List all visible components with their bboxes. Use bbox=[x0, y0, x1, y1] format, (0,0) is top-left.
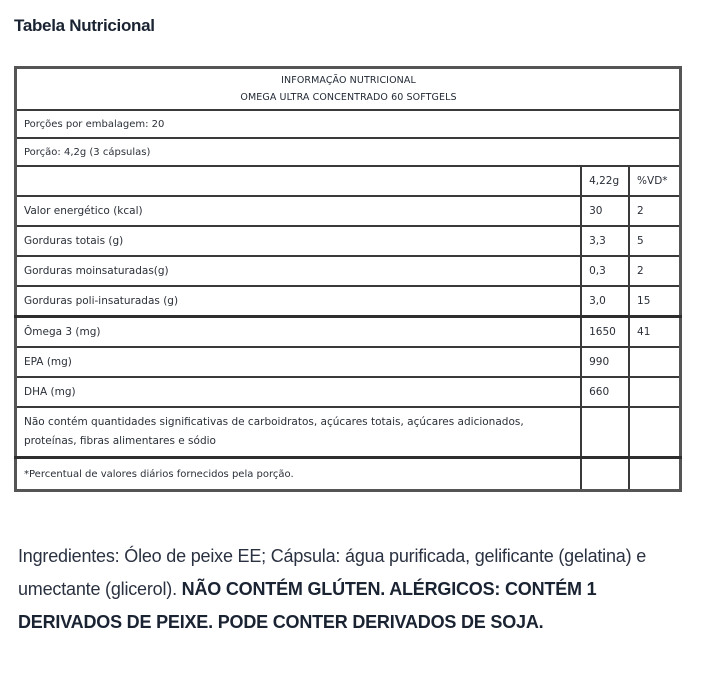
nutrient-label: Gorduras moinsaturadas(g) bbox=[16, 256, 582, 286]
table-title-row bbox=[16, 68, 681, 111]
allergen-warning: NÃO CONTÉM GLÚTEN. ALÉRGICOS: CONTÉM 1 DERIVADOS DE PEIXE. PODE CONTER DERIVADOS DE SOJA. bbox=[18, 579, 597, 632]
nutrient-amount: 3,0 bbox=[581, 286, 629, 317]
table-row bbox=[16, 286, 681, 317]
table-row bbox=[16, 226, 681, 256]
ingredients-text bbox=[18, 540, 698, 639]
table-row bbox=[16, 196, 681, 226]
serving-size: Porção: 4,2g (3 cápsulas) bbox=[16, 138, 681, 166]
nutrient-amount: 30 bbox=[581, 196, 629, 226]
table-title-line-2: OMEGA ULTRA CONCENTRADO 60 SOFTGELS bbox=[240, 92, 457, 103]
table-row bbox=[16, 256, 681, 286]
nutrient-amount: 1650 bbox=[581, 317, 629, 348]
nutrient-amount: 3,3 bbox=[581, 226, 629, 256]
nutrient-dv: 5 bbox=[629, 226, 680, 256]
nutrient-label: Ômega 3 (mg) bbox=[16, 317, 582, 348]
page-heading: Tabela Nutricional bbox=[14, 16, 155, 35]
dv-footnote: *Percentual de valores diários fornecidos pela porção. bbox=[16, 458, 582, 491]
nutrition-note: Não contém quantidades significativas de carboidratos, açúcares totais, açúcares adicionados, proteínas, fibras alimentares e sódio bbox=[16, 407, 582, 458]
nutrient-label: Gorduras totais (g) bbox=[16, 226, 582, 256]
servings-per-package-row bbox=[16, 110, 681, 138]
nutrient-label: Valor energético (kcal) bbox=[16, 196, 582, 226]
nutrient-dv bbox=[629, 377, 680, 407]
table-title bbox=[16, 68, 681, 111]
nutrition-facts-table bbox=[14, 66, 682, 492]
column-header-label bbox=[16, 166, 582, 196]
nutrient-amount: 0,3 bbox=[581, 256, 629, 286]
nutrient-dv bbox=[629, 347, 680, 377]
nutrient-dv: 2 bbox=[629, 196, 680, 226]
column-header-amount: 4,22g bbox=[581, 166, 629, 196]
note-amount-empty bbox=[581, 407, 629, 458]
nutrient-dv: 41 bbox=[629, 317, 680, 348]
table-title-line-1: INFORMAÇÃO NUTRICIONAL bbox=[281, 75, 416, 86]
footnote-dv-empty bbox=[629, 458, 680, 491]
nutrient-amount: 660 bbox=[581, 377, 629, 407]
nutrient-label: DHA (mg) bbox=[16, 377, 582, 407]
footnote-row bbox=[16, 458, 681, 491]
nutrient-amount: 990 bbox=[581, 347, 629, 377]
nutrient-dv: 15 bbox=[629, 286, 680, 317]
note-row bbox=[16, 407, 681, 458]
note-dv-empty bbox=[629, 407, 680, 458]
table-row bbox=[16, 317, 681, 348]
column-header-dv: %VD* bbox=[629, 166, 680, 196]
nutrient-label: EPA (mg) bbox=[16, 347, 582, 377]
column-header-row bbox=[16, 166, 681, 196]
nutrient-dv: 2 bbox=[629, 256, 680, 286]
table-row bbox=[16, 377, 681, 407]
ingredients-list: Ingredientes: Óleo de peixe EE; Cápsula: água purificada, gelificante (gelatina) e umectante (glicerol). bbox=[18, 546, 647, 599]
nutrient-label: Gorduras poli-insaturadas (g) bbox=[16, 286, 582, 317]
table-row bbox=[16, 347, 681, 377]
serving-size-row bbox=[16, 138, 681, 166]
footnote-amount-empty bbox=[581, 458, 629, 491]
servings-per-package: Porções por embalagem: 20 bbox=[16, 110, 681, 138]
